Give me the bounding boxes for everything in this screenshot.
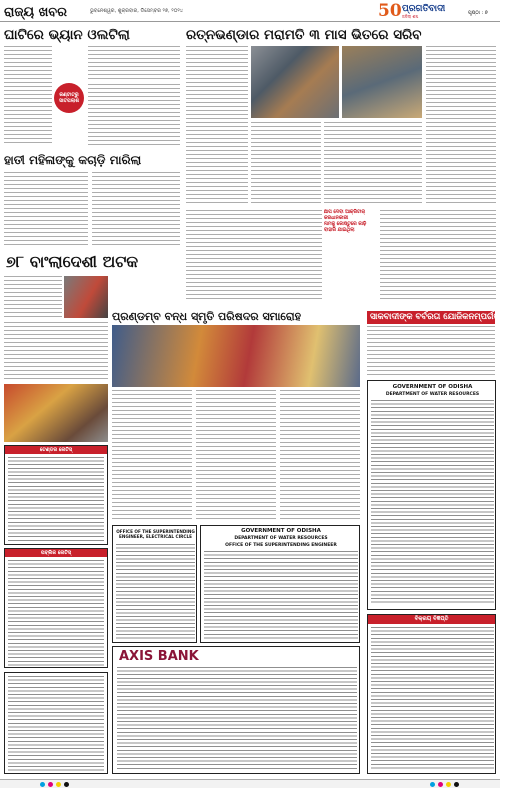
ad-subtitle: DEPARTMENT OF WATER RESOURCES — [234, 536, 328, 541]
yellow-registration-icon — [446, 782, 451, 787]
article-body-text — [367, 326, 495, 376]
classified-notice — [4, 672, 108, 774]
dateline: ଭୁବନେଶ୍ୱର, ଶୁକ୍ରବାର, ଡିସେମ୍ବର ୨୭, ୨୦୨୪ — [90, 8, 184, 14]
headline-warehouse-repair: ରତ୍ନଭଣ୍ଡାର ମରାମତି ୩ ମାସ ଭିତରେ ସରିବ — [186, 27, 422, 43]
government-tender-ad — [367, 380, 496, 610]
notice-body-text — [8, 560, 104, 666]
newspaper-tagline: ଜଳିଲା ଶବ୍ଦ — [402, 14, 419, 19]
section-banner — [4, 5, 86, 21]
article-body-text — [4, 322, 108, 382]
article-body-text — [280, 390, 360, 520]
article-body-text — [4, 172, 88, 248]
article-body-text — [380, 210, 496, 302]
article-body-text — [88, 84, 180, 146]
masthead — [0, 0, 500, 22]
news-photo — [4, 384, 108, 442]
ad-title: GOVERNMENT OF ODISHA — [392, 384, 473, 390]
magenta-registration-icon — [48, 782, 53, 787]
black-registration-icon — [454, 782, 459, 787]
article-body-text — [112, 390, 192, 520]
cyan-registration-icon — [430, 782, 435, 787]
classified-notice — [4, 445, 108, 545]
notice-body-text — [8, 676, 104, 772]
news-photo — [251, 46, 339, 118]
article-body-text — [92, 172, 180, 248]
notice-header: ଟେଣ୍ଡର ନୋଟିସ୍ — [5, 446, 107, 454]
yellow-registration-icon — [56, 782, 61, 787]
article-body-text — [4, 276, 62, 318]
article-body-text — [186, 46, 248, 206]
highlight-badge: କଣ୍ଟାଟ୍ରୁ ସାତପଲାଶ — [54, 83, 84, 113]
section-title: ରାଜ୍ୟ ଖବର — [4, 5, 68, 20]
news-photo — [112, 325, 360, 387]
ad-title: OFFICE OF THE SUPERINTENDING ENGINEER, ELECTRICAL CIRCLE — [116, 529, 195, 540]
ad-body-text — [371, 400, 494, 605]
anniversary-logo-icon: 50 — [378, 1, 402, 21]
notice-header: ବିକ୍ରୟ ବିଜ୍ଞପ୍ତି — [368, 615, 495, 624]
notice-header: ପବ୍ଲିକ ନୋଟିସ୍ — [5, 549, 107, 557]
sale-notice-ad — [367, 614, 496, 774]
magenta-registration-icon — [438, 782, 443, 787]
headline-elephant: ହାତୀ ମହିଳାଙ୍କୁ କଚାଡ଼ି ମାରିଲା — [4, 153, 142, 167]
notice-body-text — [371, 627, 494, 771]
newspaper-name: ପ୍ରଗତିବାଦୀ — [402, 4, 446, 14]
article-body-text — [324, 122, 422, 206]
article-callout — [324, 210, 378, 242]
article-body-text — [251, 122, 321, 206]
callout-line: ନାମକୁ କୋଷ୍ଟୁରେ କାଢ଼ି ବାହାରି ଯାଇଥିଲା — [324, 222, 367, 233]
article-body-text — [88, 46, 180, 82]
cyan-registration-icon — [40, 782, 45, 787]
bank-ad — [112, 646, 360, 774]
ad-body-text — [116, 544, 195, 640]
water-resources-ad — [200, 525, 360, 643]
ad-title: GOVERNMENT OF ODISHA — [241, 528, 321, 534]
bank-name: AXIS BANK — [119, 649, 199, 664]
page-number: ପୃଷ୍ଠା : ୭ — [468, 10, 488, 16]
ad-body-text — [204, 551, 358, 639]
black-registration-icon — [64, 782, 69, 787]
headline-killing: ସାକବାଦୀଙ୍କ ବର୍ବରତା ଯୋଜିକନମ୍ପର୍ଗଙ୍କୁ ହତ୍ୟା — [367, 311, 495, 324]
headline-memorial-meeting: ପ୍ରଣ୍ଡମ୍ବ ବନ୍ଧ ସ୍ମୃତି ପରିଷଦର ସମାରୋହ — [112, 310, 302, 323]
ad-body-text — [117, 667, 357, 771]
callout-line: ଛାପ ଦେବା ଆକ୍ରିଟାର୍ କରଧାନକାରୀ — [324, 210, 366, 221]
news-photo — [64, 276, 108, 318]
ad-subtitle: DEPARTMENT OF WATER RESOURCES — [385, 392, 480, 397]
article-body-text — [186, 210, 322, 302]
headline-bangladeshi: ୭୮ ବାଂଲାଦେଶୀ ଅଟକ — [6, 252, 139, 271]
notice-body-text — [8, 457, 104, 543]
article-body-text — [426, 46, 496, 206]
electrical-office-ad — [112, 525, 197, 643]
print-registration-strip — [0, 779, 500, 788]
classified-notice — [4, 548, 108, 668]
news-photo — [342, 46, 422, 118]
article-body-text — [4, 46, 52, 146]
article-body-text — [196, 390, 276, 520]
ad-subtitle: OFFICE OF THE SUPERINTENDING ENGINEER — [225, 543, 337, 548]
headline-ghat-accident: ଘାଟିରେ ଭ୍ୟାନ ଓଲଟିଲା — [4, 27, 130, 43]
